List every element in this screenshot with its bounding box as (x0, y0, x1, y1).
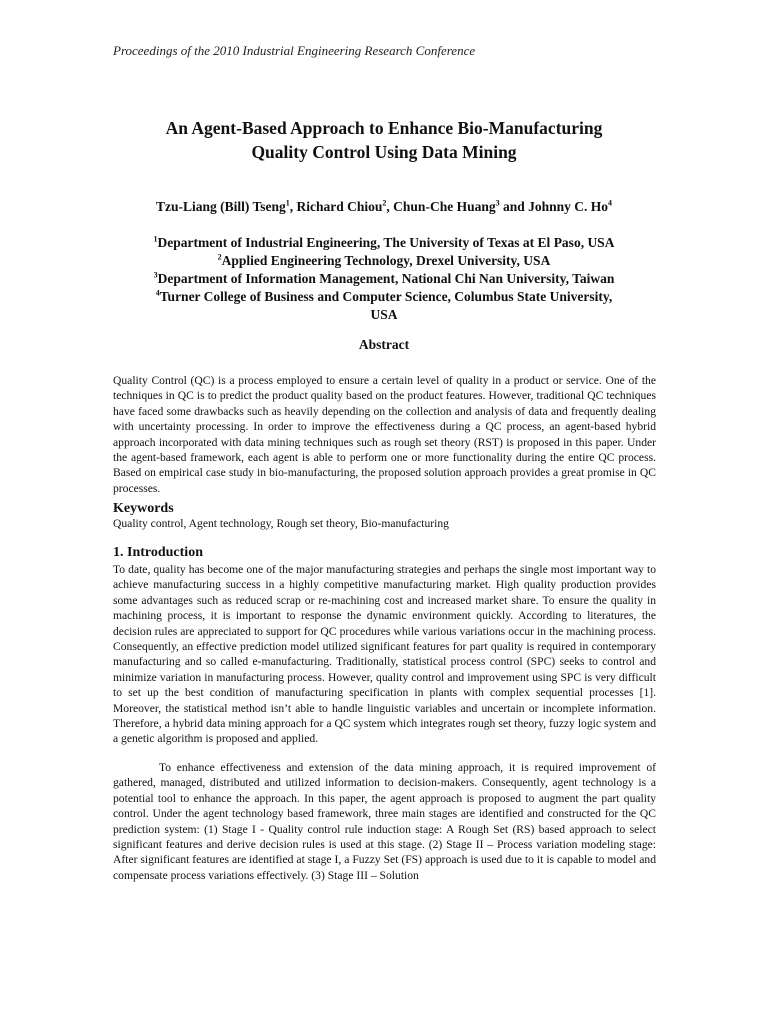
author-separator: , (386, 199, 394, 214)
title-line: Quality Control Using Data Mining (251, 142, 517, 162)
author-name: Johnny C. Ho (528, 199, 609, 214)
abstract-heading: Abstract (358, 337, 410, 352)
author-name: Richard Chiou (296, 199, 383, 214)
affiliation-line (80, 234, 688, 252)
affiliation-text: Department of Information Management, National Chi Nan University, Taiwan (157, 271, 615, 286)
affiliation-text: Applied Engineering Technology, Drexel University, USA (221, 253, 551, 268)
author-superscript: 2 (382, 198, 387, 208)
affiliation-superscript: 4 (155, 288, 160, 298)
affiliation-line (80, 270, 688, 288)
affiliation-superscript: 2 (217, 252, 222, 262)
author-separator: and (499, 199, 529, 214)
affiliation-line (80, 288, 688, 306)
author-superscript: 3 (495, 198, 500, 208)
affiliation-text: Turner College of Business and Computer Science, Columbus State University, (159, 289, 613, 304)
affiliation-line (80, 252, 688, 270)
author-list (60, 199, 708, 215)
title-line: An Agent-Based Approach to Enhance Bio-Manufacturing (165, 118, 603, 138)
keywords-heading: Keywords (113, 501, 174, 516)
affiliations (80, 234, 688, 324)
affiliation-text: Department of Industrial Engineering, The University of Texas at El Paso, USA (157, 235, 615, 250)
abstract-body: Quality Control (QC) is a process employed to ensure a certain level of quality in a product or service. One of the techniques in QC is to predict the product quality based on the product features. However, traditional QC techniques have faced some drawbacks such as heavily depending on the collection and analysis of data and frequently dealing with uncertainty processing. In order to improve the effectiveness during a QC process, an agent-based hybrid approach incorporated with data mining techniques such as rough set theory (RST) is proposed in this paper. Under the agent-based framework, each agent is able to perform one or more functionality during the entire QC process. Based on empirical case study in bio-manufacturing, the proposed solution approach provides a great promise in QC processes. (113, 374, 656, 495)
running-head: Proceedings of the 2010 Industrial Engineering Research Conference (113, 43, 476, 58)
affiliation-continuation: USA (370, 307, 398, 322)
author-separator: , (289, 199, 297, 214)
author-superscript: 4 (608, 198, 613, 208)
section-heading-introduction: 1. Introduction (113, 545, 203, 560)
affiliation-superscript: 1 (153, 234, 158, 244)
author-superscript: 1 (285, 198, 290, 208)
paper-title (60, 116, 708, 164)
affiliation-superscript: 3 (153, 270, 158, 280)
author-name: Chun-Che Huang (393, 199, 496, 214)
keywords-list: Quality control, Agent technology, Rough set theory, Bio-manufacturing (113, 517, 449, 530)
intro-paragraph: To enhance effectiveness and extension of the data mining approach, it is required improvement of gathered, managed, distributed and utilized information to decision-makers. Consequently, agent technology is a potential tool to enhance the approach. In this paper, the agent approach is proposed to augment the part quality control. Under the agent technology based framework, three main stages are identified and constructed for the QC prediction system: (1) Stage I - Quality control rule induction stage: A Rough Set (RS) based approach to select significant features and derive decision rules is used at this stage. (2) Stage II – Process variation modeling stage: After significant features are identified at stage I, a Fuzzy Set (FS) approach is used due to it is capable to model and compensate process variations effectively. (3) Stage III – Solution (113, 761, 656, 882)
intro-paragraph: To date, quality has become one of the major manufacturing strategies and perhaps the single most important way to achieve manufacturing success in a highly competitive manufacturing market. High quality production provides some advantages such as reduced scrap or re-machining cost and increased market share. To ensure the quality in machining process, it is important to response the dynamic environment quickly. According to literatures, the decision rules are appreciated to support for QC procedures while various variations occur in the machining process. Consequently, an effective prediction model utilized significant features for part quality is required in contemporary manufacturing and so called e-manufacturing. Traditionally, statistical process control (SPC) seeks to control and minimize variation in manufacturing process. However, quality control and improvement using SPC is very difficult to set up the best condition of manufacturing specification in plants with complex sequential processes [1]. Moreover, the statistical method isn’t able to handle linguistic variables and uncertain or incomplete information. Therefore, a hybrid data mining approach for a QC system which integrates rough set theory, fuzzy logic system and a genetic algorithm is proposed and applied. (113, 563, 656, 746)
author-name: Tzu-Liang (Bill) Tseng (155, 199, 286, 214)
